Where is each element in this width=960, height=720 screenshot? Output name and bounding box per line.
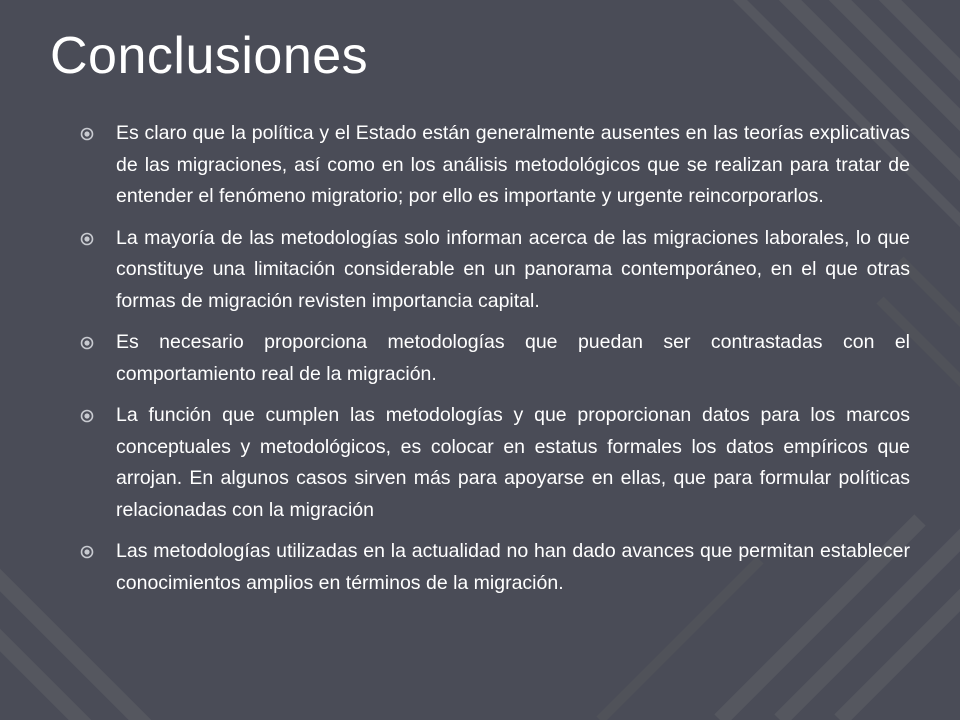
circle-dot-icon — [80, 409, 94, 423]
circle-dot-icon — [80, 232, 94, 246]
bullet-item — [80, 327, 910, 390]
circle-dot-icon — [80, 545, 94, 559]
circle-dot-icon — [80, 336, 94, 350]
bullet-item — [80, 118, 910, 213]
circle-dot-icon — [80, 127, 94, 141]
bullet-text: La función que cumplen las metodologías y que proporcionan datos para los marcos conceptuales y metodológicos, es colocar en estatus formales los datos empíricos que arrojan. En algunos casos sirven más para apoyarse en ellas, que para formular políticas relacionadas con la migración — [116, 404, 910, 521]
bullet-item — [80, 400, 910, 526]
bullet-list — [80, 118, 910, 609]
bullet-text: Las metodologías utilizadas en la actualidad no han dado avances que permitan establecer conocimientos amplios en términos de la migración. — [116, 540, 910, 594]
bullet-item — [80, 223, 910, 318]
bullet-item — [80, 536, 910, 599]
bullet-text: La mayoría de las metodologías solo informan acerca de las migraciones laborales, lo que constituye una limitación considerable en un panorama contemporáneo, en el que otras formas de migración revisten importancia capital. — [116, 226, 910, 312]
bullet-text: Es claro que la política y el Estado están generalmente ausentes en las teorías explicativas de las migraciones, así como en los análisis metodológicos que se realizan para tratar de entender el fenómeno migratorio; por ello es importante y urgente reincorporarlos. — [116, 122, 910, 207]
bullet-text: Es necesario proporciona metodologías que puedan ser contrastadas con el comportamiento real de la migración. — [116, 331, 910, 385]
slide-title: Conclusiones — [50, 27, 369, 85]
